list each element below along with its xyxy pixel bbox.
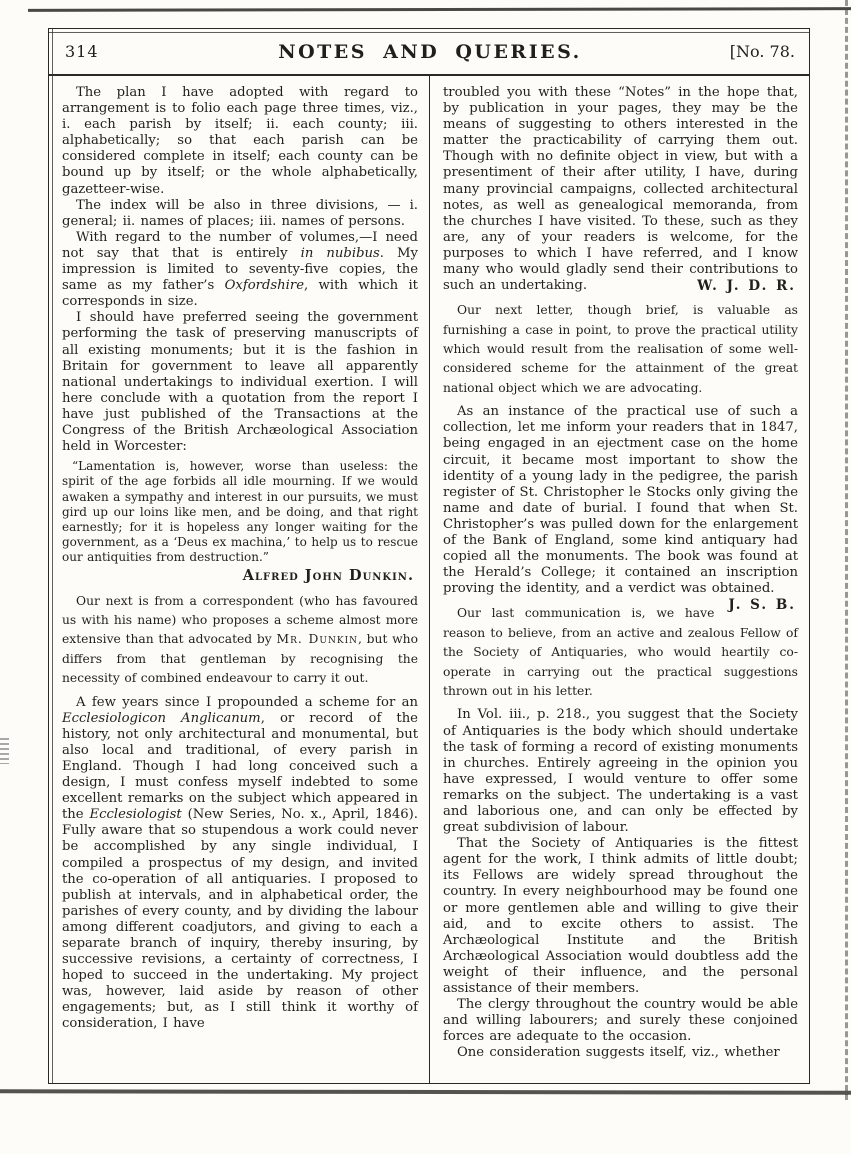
note-block: Our next letter, though brief, is valuable as furnishing a case in point, to prove the practical utility which would result from the realisation of some well-considered scheme for the attainment of the great national object which we are advocating. [443, 303, 798, 395]
letter-signature: W. J. D. R. [697, 278, 796, 295]
scan-edge-top-line [28, 7, 851, 12]
paragraph-block: As an instance of the practical use of such a collection, let me inform your readers that in 1847, being engaged in an ejectment case on the home circuit, it became most important to show the identity of a young lady in the pedigree, the parish register of St. Christopher le Stocks only giving the name and date of burial. I found that when St. Christopher’s was pulled down for the enlargement of the Bank of England, some kind antiquary had copied all the monuments. The book was found at the Herald’s College; it contained an inscription proving the identity, and a verdict was obtained. J. S. B. [443, 404, 798, 614]
page-header [49, 29, 809, 76]
paragraph-block: In Vol. iii., p. 218., you suggest that the Society of Antiquaries is the body which should undertake the task of forming a record of existing monuments in churches. Entirely agreeing in the opinion you have expressed, I would venture to offer some remarks on the subject. The undertaking is a vast and laborious one, and can only be effected by great subdivision of labour. [443, 707, 798, 836]
letter-signature: J. S. B. [728, 597, 796, 614]
right-column [429, 76, 809, 1083]
letter-signature: Alfred John Dunkin. [242, 566, 414, 584]
publication-title: NOTES AND QUERIES. [278, 40, 582, 63]
page-number: 314 [65, 42, 99, 61]
scan-left-smudge [0, 738, 9, 764]
page-frame [48, 28, 810, 1084]
paragraph-block: With regard to the number of volumes,—I need not say that that is entirely in nubibus. My impression is limited to seventy-five copies, the same as my father’s Oxfordshire, with which it corresponds in size. [62, 229, 418, 310]
paragraph-block: The clergy throughout the country would be able and willing labourers; and surely these conjoined forces are adequate to the occasion. [443, 997, 798, 1045]
issue-number: [No. 78. [729, 42, 795, 61]
paragraph-block: troubled you with these “Notes” in the hope that, by publication in your pages, they may be the means of suggesting to others interested in the matter the practicability of carrying them out. Though with no definite object in view, but with a presentiment of their after utility, I have, during many provincial campaigns, collected architectural notes, as well as genealogical memoranda, from the churches I have visited. To these, such as they are, any of your readers is welcome, for the purposes to which I have referred, and I know many who would gladly send their contributions to such an undertaking. W. J. D. R. [443, 85, 798, 295]
scan-edge-bottom-line [0, 1089, 851, 1094]
note-block: Our next is from a correspondent (who has favoured us with his name) who proposes a scheme almost more extensive than that advocated by Mr. Dunkin, but who differs from that gentleman by recognising the necessity of combined endeavour to carry it out. [62, 593, 418, 686]
quote-block: “Lamentation is, however, worse than useless: the spirit of the age forbids all idle mourning. If we would awaken a sympathy and interest in our pursuits, we must gird up our loins like men, and be doing, and that right earnestly; for it is hopeless any longer waiting for the government, as a ‘Deus ex machina,’ to help us to rescue our antiquities from destruction.” [62, 459, 418, 565]
text-columns [49, 76, 809, 1083]
left-column [49, 76, 429, 1083]
paragraph-block: A few years since I propounded a scheme for an Ecclesiologicon Anglicanum, or record of the history, not only architectural and monumental, but also local and traditional, of every parish in England. Though I had long conceived such a design, I must confess myself indebted to some excellent remarks on the subject which appeared in the Ecclesiologist (New Series, No. x., April, 1846). Fully aware that so stupendous a work could never be accomplished by any single individual, I compiled a prospectus of my design, and invited the co-operation of all antiquaries. I proposed to publish at intervals, and in alphabetical order, the parishes of every county, and by dividing the labour among different coadjutors, and giving to each a separate branch of inquiry, thereby insuring, by successive revisions, a certainty of correctness, I hoped to succeed in the undertaking. My project was, however, laid aside by reason of other engagements; but, as I still think it worthy of consideration, I have [62, 694, 418, 1032]
paragraph-block: The plan I have adopted with regard to arrangement is to folio each page three times, viz., i. each parish by itself; ii. each county; iii. alphabetically; so that each parish can be considered complete in itself; each county can be bound up by itself; or the whole alphabetically, gazetteer-wise. [62, 85, 418, 197]
paragraph-block: The index will be also in three divisions, — i. general; ii. names of places; iii. names of persons. [62, 197, 418, 229]
note-block: Our last communication is, we have reason to believe, from an active and zealous Fellow of the Society of Antiquaries, who would heartily co-operate in carrying out the practical suggestions thrown out in his letter. [443, 606, 798, 698]
paragraph-block: One consideration suggests itself, viz., whether [457, 1045, 780, 1061]
paragraph-block: That the Society of Antiquaries is the fittest agent for the work, I think admits of little doubt; its Fellows are widely spread throughout the country. In every neighbourhood may be found one or more gentlemen able and willing to give their aid, and to excite others to assist. The Archæological Institute and the British Archæological Association would doubtless add the weight of their influence, and the personal assistance of their members. [443, 836, 798, 996]
paragraph-block: I should have preferred seeing the government performing the task of preserving manuscripts of all existing monuments; but it is the fashion in Britain for government to leave all apparently national undertakings to individual exertion. I will here conclude with a quotation from the report I have just published of the Transactions at the Congress of the British Archæological Association held in Worcester: [62, 310, 418, 455]
signature-block [62, 567, 418, 585]
scan-edge-right-dashes [845, 0, 848, 1100]
